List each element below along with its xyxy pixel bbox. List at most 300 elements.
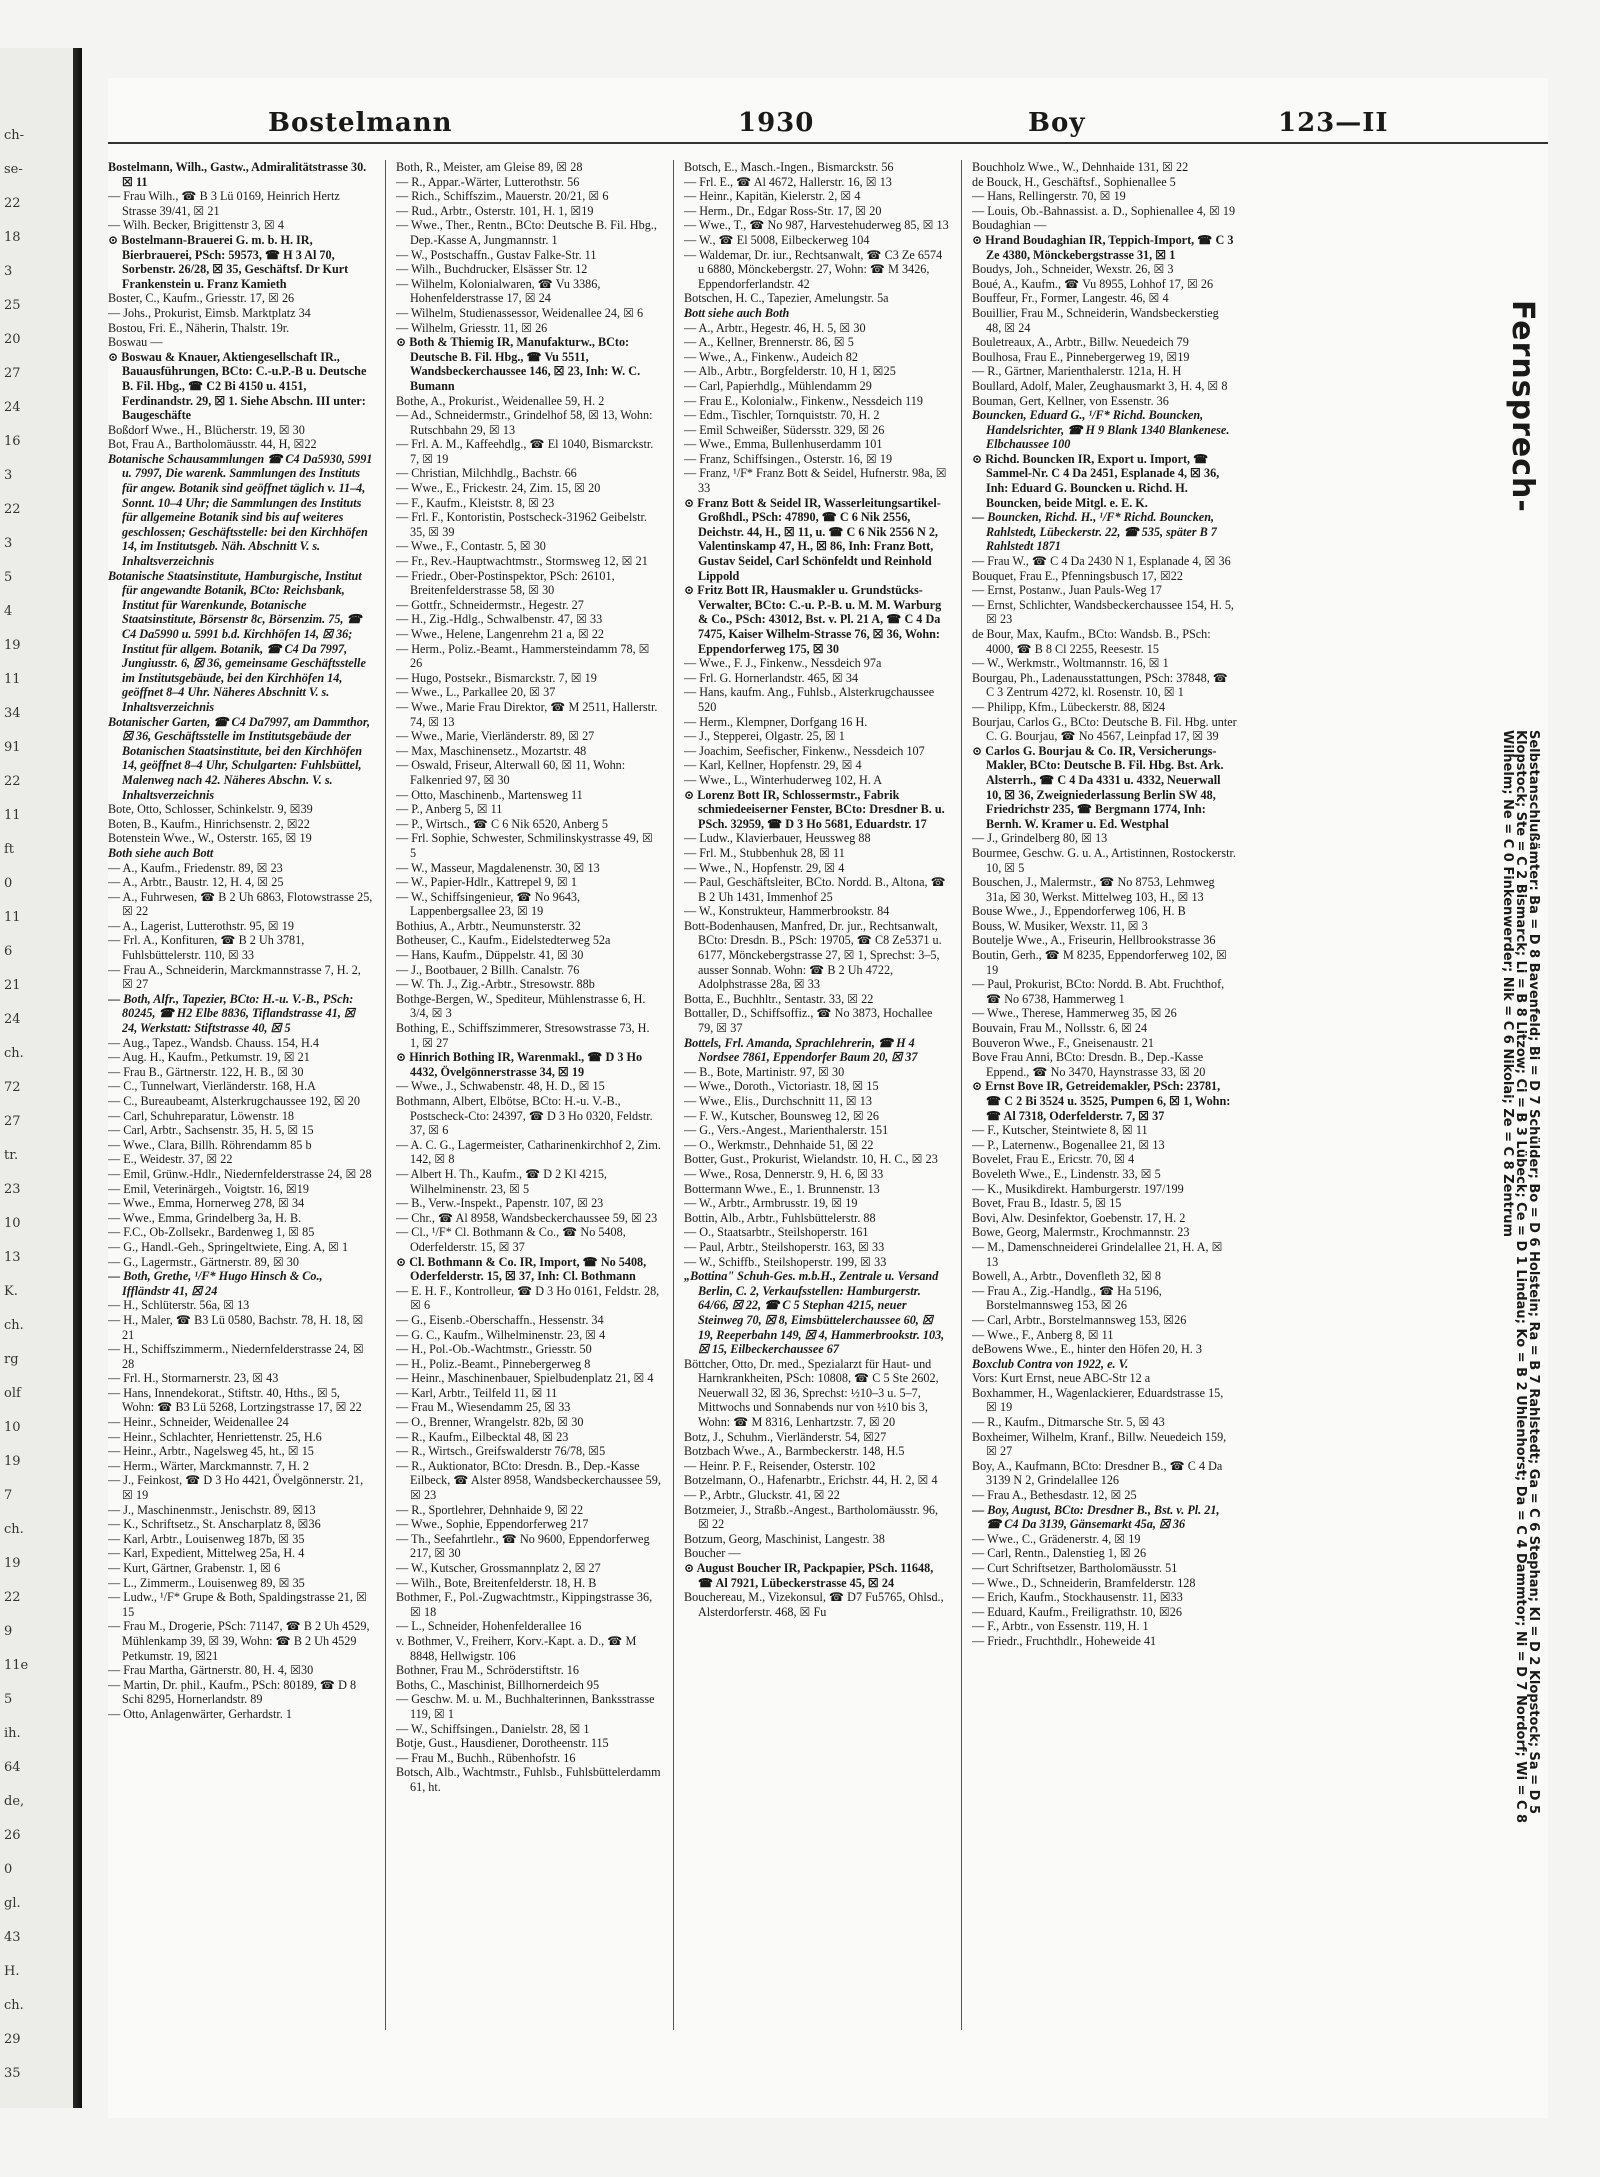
directory-entry: — W., Schiffsingen., Danielstr. 28, ☒ 1	[396, 1721, 590, 1736]
directory-entry: ⊙ Franz Bott & Seidel IR, Wasserleitungsartikel-Großhdl., PSch: 47890, ☎ C 6 Nik 2556, Deichstr. 44, H., ☒ 11, u. ☎ C 6 Nik 2556 N 2, Valentinskamp 47, H., ☒ 86, Inh: Franz Bott, Gustav Seidel, Carl Schönfeldt und Reinhold Lippold	[684, 495, 941, 583]
directory-entry: — A., Fuhrwesen, ☎ B 2 Uh 6863, Flotowstrasse 25, ☒ 22	[108, 889, 373, 919]
directory-entry: — Wwe., Emma, Bullenhuserdamm 101	[684, 437, 883, 452]
directory-entry: — Frl. F., Kontoristin, Postscheck-31962 Geibelstr. 35, ☒ 39	[396, 510, 647, 539]
directory-entry: — H., Schlüterstr. 56a, ☒ 13	[108, 1298, 250, 1313]
directory-entry: Bothge-Bergen, W., Spediteur, Mühlenstrasse 6, H. 3/4, ☒ 3	[396, 991, 646, 1021]
directory-entry: Botanische Staatsinstitute, Hamburgische, Institut für angewandte Botanik, BCto: Reichsbank, Institut für Warenkunde, Botanische Staatsinstitute, Börsenstr 8c, Börsenzim. 75, ☎ C4 Da5990 u. 5991 b.d. Kirchhöfen 14, ☒ 36; Institut für allgem. Botanik, ☎ C4 Da 7997, Jungiusstr. 6, ☒ 36, gemeinsame Geschäftsstelle im Institutsgebäude, bei den Kirchhöfen 14, geöffnet 8–4 Uhr. Näheres Abschnitt V. s. Inhaltsverzeichnis	[108, 568, 366, 714]
previous-page-fragment: 22	[4, 774, 21, 789]
directory-page	[108, 78, 1548, 2118]
previous-page-fragment: 9	[4, 1624, 13, 1639]
directory-entry: — Wwe., D., Schneiderin, Bramfelderstr. 128	[972, 1575, 1196, 1590]
directory-entry: Boxclub Contra von 1922, e. V.	[972, 1356, 1129, 1371]
directory-entry: Both siehe auch Bott	[108, 845, 214, 860]
directory-entry: — Wwe., Elis., Durchschnitt 11, ☒ 13	[684, 1094, 872, 1108]
previous-page-fragment: 7	[4, 1488, 13, 1503]
directory-entry: ⊙ Richd. Bouncken IR, Export u. Import, ☎ Sammel-Nr. C 4 Da 2451, Esplanade 4, ☒ 36, Inh: Eduard G. Bouncken u. Richd. H. Bouncken, beide Mitgl. e. E. K.	[972, 451, 1220, 510]
directory-entry: — Aug., Tapez., Wandsb. Chauss. 154, H.4	[108, 1035, 319, 1050]
previous-page-fragment: 21	[4, 978, 21, 993]
directory-entry: Bostelmann, Wilh., Gastw., Admiralitätstrasse 30. ☒ 11	[108, 160, 367, 189]
directory-entry: — Carl, Schuhreparatur, Löwenstr. 18	[108, 1108, 295, 1123]
directory-entry: ⊙ Fritz Bott IR, Hausmakler u. Grundstücks-Verwalter, BCto: C.-u. P.-B. u. M. M. Warburg & Co., PSch: 43012, Bst. v. Pl. 21 A, ☎ C 4 Da 7475, Kaiser Wilhelm-Strasse 76, ☒ 36, Wohn: Eppendorferweg 175, ☒ 30	[684, 583, 942, 656]
directory-entry: — Frl. H., Stormarnerstr. 23, ☒ 43	[108, 1371, 279, 1386]
directory-entry: Boucher —	[684, 1546, 741, 1561]
directory-entry: — Wwe., Therese, Hammerweg 35, ☒ 26	[972, 1006, 1177, 1021]
directory-entry: Bottels, Frl. Amanda, Sprachlehrerin, ☎ H 4 Nordsee 7861, Eppendorfer Baum 20, ☒ 37	[684, 1035, 918, 1065]
column-3	[684, 160, 949, 2030]
previous-page-fragment: 19	[4, 1454, 21, 1469]
directory-entry: — Frl. A. M., Kaffeehdlg., ☎ El 1040, Bismarckstr. 7, ☒ 19	[396, 437, 654, 466]
directory-entry: — Wwe., Clara, Billh. Röhrendamm 85 b	[108, 1137, 312, 1152]
column-2	[396, 160, 661, 2030]
directory-entry: — Karl, Arbtr., Louisenweg 187b, ☒ 35	[108, 1531, 305, 1546]
directory-entry: — L., Zimmerm., Louisenweg 89, ☒ 35	[108, 1575, 305, 1590]
directory-entry: — Wwe., E., Frickestr. 24, Zim. 15, ☒ 20	[396, 481, 601, 496]
previous-page-fragment: 35	[4, 2066, 21, 2081]
directory-entry: — P., Laternenw., Bogenallee 21, ☒ 13	[972, 1137, 1165, 1152]
directory-entry: — R., Gärtner, Marienthalerstr. 121a, H. H	[972, 364, 1182, 379]
previous-page-fragment: 91	[4, 740, 21, 755]
directory-entry: — Paul, Prokurist, BCto: Nordd. B. Abt. Fruchthof, ☎ No 6738, Hammerweg 1	[972, 977, 1225, 1006]
directory-entry: — Heinr., Maschinenbauer, Spielbudenplatz 21, ☒ 4	[396, 1371, 654, 1386]
previous-page-fragment: 10	[4, 1420, 21, 1435]
directory-entry: — Max, Maschinensetz., Mozartstr. 48	[396, 743, 587, 758]
directory-entry: Botzelmann, O., Hafenarbtr., Erichstr. 44, H. 2, ☒ 4	[684, 1473, 938, 1488]
directory-entry: Botje, Gust., Hausdiener, Dorotheenstr. 115	[396, 1736, 609, 1751]
directory-entry: — Wilhelm, Studienassessor, Weidenallee 24, ☒ 6	[396, 305, 644, 320]
directory-entry: ⊙ Lorenz Bott IR, Schlossermstr., Fabrik schmiedeeiserner Fenster, BCto: Dresdner B. u. PSch. 32959, ☎ D 3 Ho 5681, Eduardstr. 17	[684, 787, 945, 831]
directory-entry: — B., Verw.-Inspekt., Papenstr. 107, ☒ 23	[396, 1196, 604, 1211]
directory-entry: — Frau M., Drogerie, PSch: 71147, ☎ B 2 Uh 4529, Mühlenkamp 39, ☒ 39, Wohn: ☎ B 2 Uh 4529 Petkumstr. 19, ☒21	[108, 1619, 370, 1663]
previous-page-fragment: 26	[4, 1828, 21, 1843]
directory-entry: — Wwe., J., Schwabenstr. 48, H. D., ☒ 15	[396, 1079, 605, 1094]
directory-entry: — Wwe., T., ☎ No 987, Harvestehuderweg 85, ☒ 13	[684, 218, 949, 233]
legend-codes: Selbstanschlußämter: Ba = D 8 Bavenfeld; Bi = D 7 Schülder; Bo = D 6 Holstein; Ra = B 7 Rahlstedt; Ga = C 6 Stephan; Kl = D 2 Klopstock; Sa = D 5 Klopstock; Ste = C 2 Bismarck; Li = B 8 Litzow; Ci = B 3 Lübeck; Ce = D 1 Lindau; Ko = B 2 Uhlenhorst; Da = C 4 Dammtor; Ni = D 7 Nordorf; Wi = C 8 Wilhelm; Ne = C 0 Finkenwerder; Nik = C 6 Nikolai; Ze = C 8 Zentrum	[1500, 730, 1541, 1824]
directory-entry: — Frl. G. Hornerlandstr. 465, ☒ 34	[684, 670, 859, 685]
directory-entry: Böttcher, Otto, Dr. med., Spezialarzt für Haut- und Harnkrankheiten, PSch: 10808, ☎ C 5 Ste 2602, Neuerwall 32, ☒ 36, Sprechst: ½10–3 u. 5–7, Mittwochs und Sonnabends nur von ½10 bis 3, Wohn: ☎ M 8316, Lenhartzstr. 7, ☒ 20	[684, 1356, 939, 1430]
directory-entry: — Johs., Prokurist, Eimsb. Marktplatz 34	[108, 305, 311, 320]
directory-entry: — Frau A., Schneiderin, Marckmannstrasse 7, H. 2, ☒ 27	[108, 962, 361, 992]
previous-page-fragment: ih.	[4, 1726, 21, 1741]
previous-page-fragment: 3	[4, 536, 13, 551]
directory-entry: — Friedr., Fruchthdlr., Hoheweide 41	[972, 1633, 1157, 1648]
previous-page-fragment: 23	[4, 1182, 21, 1197]
directory-entry: — J., Bootbauer, 2 Billh. Canalstr. 76	[396, 962, 580, 977]
previous-page-fragment: 5	[4, 1692, 13, 1707]
directory-entry: — Louis, Ob.-Bahnassist. a. D., Sophienallee 4, ☒ 19	[972, 203, 1236, 218]
previous-page-fragment: K.	[4, 1284, 18, 1299]
page-number: 123—II	[1278, 108, 1389, 138]
directory-entry: — R., Appar.-Wärter, Lutterothstr. 56	[396, 174, 580, 189]
directory-entry: — W., Schiffb., Steilshoperstr. 199, ☒ 33	[684, 1254, 887, 1269]
directory-entry: — Heinr. P. F., Reisender, Osterstr. 102	[684, 1458, 876, 1473]
previous-page-fragment: 0	[4, 1862, 13, 1877]
previous-page-fragment: ft	[4, 842, 15, 857]
directory-entry: Botschen, H. C., Tapezier, Amelungstr. 5a	[684, 291, 889, 306]
previous-page-fragment: ch.	[4, 1998, 24, 2013]
directory-entry: — Frau Martha, Gärtnerstr. 80, H. 4, ☒30	[108, 1663, 314, 1678]
previous-page-fragment: 20	[4, 332, 21, 347]
directory-entry: — Wilhelm, Kolonialwaren, ☎ Vu 3386, Hohenfelderstrasse 17, ☒ 24	[396, 276, 601, 306]
directory-entry: — Herm., Dr., Edgar Ross-Str. 17, ☒ 20	[684, 203, 882, 218]
directory-entry: — H., Pol.-Ob.-Wachtmstr., Griesstr. 50	[396, 1342, 592, 1357]
running-head-year: 1930	[738, 108, 815, 138]
previous-page-fragment: 25	[4, 298, 21, 313]
directory-entry: Bothe, A., Prokurist., Weidenallee 59, H. 2	[396, 393, 605, 408]
directory-entry: „Bottina" Schuh-Ges. m.b.H., Zentrale u. Versand Berlin, C. 2, Verkaufsstellen: Hamburgerstr. 64/66, ☒ 22, ☎ C 5 Stephan 4215, neuer Steinweg 70, ☒ 8, Eimsbüttelerchaussee 60, ☒ 19, Reeperbahn 149, ☒ 4, Hammerbrookstr. 103, ☒ 15, Eilbeckerchaussee 67	[684, 1269, 945, 1357]
directory-entry: — Wilh., Buchdrucker, Elsässer Str. 12	[396, 262, 588, 277]
directory-entry: — Ernst, Schlichter, Wandsbeckerchaussee 154, H. 5, ☒ 23	[972, 597, 1234, 627]
directory-entry: Bostou, Fri. E., Näherin, Thalstr. 19r.	[108, 320, 290, 335]
directory-entry: — Martin, Dr. phil., Kaufm., PSch: 80189, ☎ D 8 Schi 8295, Hornerlandstr. 89	[108, 1677, 357, 1707]
directory-entry: Boy, A., Kaufmann, BCto: Dresdner B., ☎ C 4 Da 3139 N 2, Grindelallee 126	[972, 1458, 1223, 1488]
directory-entry: Bothius, A., Arbtr., Neumunsterstr. 32	[396, 918, 581, 933]
directory-entry: — Ludw., ¹/F* Grupe & Both, Spaldingstrasse 21, ☒ 15	[108, 1590, 367, 1619]
directory-entry: — W., Papier-Hdlr., Kattrepel 9, ☒ 1	[396, 875, 577, 890]
header-rule	[108, 142, 1548, 144]
directory-entry: — A., Arbtr., Baustr. 12, H. 4, ☒ 25	[108, 875, 284, 890]
directory-entry: — W., Kutscher, Grossmannplatz 2, ☒ 27	[396, 1561, 601, 1575]
directory-entry: — W. Th. J., Zig.-Arbtr., Stresowstr. 88b	[396, 977, 595, 992]
directory-entry: Bouschen, J., Malermstr., ☎ No 8753, Lehmweg 31a, ☒ 30, Werkst. Mittelweg 103, H., ☒ 13	[972, 875, 1215, 904]
directory-entry: — F. W., Kutscher, Bounsweg 12, ☒ 26	[684, 1108, 879, 1123]
telephone-exchange-legend	[1500, 300, 1540, 1850]
directory-entry: — J., Grindelberg 80, ☒ 13	[972, 831, 1108, 846]
directory-entry: — Paul, Geschäftsleiter, BCto. Nordd. B., Altona, ☎ B 2 Uh 1431, Immenhof 25	[684, 875, 946, 904]
directory-entry: — Wilh. Becker, Brigittenstr 3, ☒ 4	[108, 218, 284, 233]
previous-page-fragment: 11	[4, 808, 21, 823]
previous-page-fragment: 29	[4, 2032, 21, 2047]
previous-page-fragment: H.	[4, 1964, 20, 1979]
directory-entry: — A., Arbtr., Hegestr. 46, H. 5, ☒ 30	[684, 320, 866, 335]
directory-entry: — A., Kaufm., Friedenstr. 89, ☒ 23	[108, 860, 283, 875]
directory-entry: — A., Lagerist, Lutterothstr. 95, ☒ 19	[108, 918, 294, 933]
directory-entry: — Frl. M., Stubbenhuk 28, ☒ 11	[684, 845, 845, 860]
directory-entry: — R., Kaufm., Eilbecktal 48, ☒ 23	[396, 1429, 569, 1444]
directory-entry: — O., Brenner, Wrangelstr. 82b, ☒ 30	[396, 1415, 584, 1430]
directory-entry: — Frau E., Kolonialw., Finkenw., Nessdeich 119	[684, 393, 923, 408]
directory-entry: — Frl. E., ☎ Al 4672, Hallerstr. 16, ☒ 13	[684, 174, 892, 189]
directory-entry: Boster, C., Kaufm., Griesstr. 17, ☒ 26	[108, 291, 295, 306]
legend-title: Fernsprech-	[1505, 300, 1540, 513]
directory-entry: — Rich., Schiffszim., Mauerstr. 20/21, ☒ 6	[396, 189, 609, 204]
directory-entry: — W., Werkmstr., Woltmannstr. 16, ☒ 1	[972, 656, 1169, 671]
directory-entry: — G. C., Kaufm., Wilhelminenstr. 23, ☒ 4	[396, 1327, 606, 1342]
directory-entry: — Both, Alfr., Tapezier, BCto: H.-u. V.-B., PSch: 80245, ☎ H2 Elbe 8836, Tiflandstrasse 41, ☒ 24, Werkstatt: Stiftstrasse 40, ☒ 5	[108, 991, 355, 1036]
directory-entry: — R., Sportlehrer, Dehnhaide 9, ☒ 22	[396, 1502, 584, 1517]
directory-entry: — Frau M., Wiesendamm 25, ☒ 33	[396, 1400, 571, 1415]
directory-entry: — Emil, Grünw.-Hdlr., Niedernfelderstrasse 24, ☒ 28	[108, 1166, 372, 1181]
previous-page-fragment: 16	[4, 434, 21, 449]
directory-entry: Botzbach Wwe., A., Barmbeckerstr. 148, H.5	[684, 1444, 905, 1459]
directory-entry: Bouncken, Eduard G., ¹/F* Richd. Bouncken, Handelsrichter, ☎ H 9 Blank 1340 Blankenese. Elbchaussee 100	[972, 408, 1230, 452]
previous-page-fragment: se-	[4, 162, 23, 177]
directory-entry: — Edm., Tischler, Tornquiststr. 70, H. 2	[684, 408, 880, 423]
directory-entry: — Erich, Kaufm., Stockhausenstr. 11, ☒33	[972, 1590, 1183, 1605]
directory-entry: Boullard, Adolf, Maler, Zeughausmarkt 3, H. 4, ☒ 8	[972, 378, 1228, 393]
directory-entry: — Friedr., Ober-Postinspektor, PSch: 26101, Breitenfelderstrasse 58, ☒ 30	[396, 568, 615, 598]
directory-entry: — Wwe., Helene, Langenrehm 21 a, ☒ 22	[396, 627, 605, 641]
directory-entry: — Th., Seefahrtlehr., ☎ No 9600, Eppendorferweg 217, ☒ 30	[396, 1531, 650, 1561]
directory-entry: Boutelje Wwe., A., Friseurin, Hellbrookstrasse 36	[972, 933, 1216, 948]
directory-entry: — Bouncken, Richd. H., ¹/F* Richd. Bouncken, Rahlstedt, Lübeckerstr. 22, ☎ 535, später B 7 Rahlstedt 1871	[972, 510, 1217, 554]
directory-entry: — Wwe., Ther., Rentn., BCto: Deutsche B. Fil. Hbg., Dep.-Kasse A, Jungmannstr. 1	[396, 218, 657, 247]
directory-entry: de Bour, Max, Kaufm., BCto: Wandsb. B., PSch: 4000, ☎ B 8 Cl 2255, Reesestr. 15	[972, 627, 1211, 656]
directory-entry: — W., Arbtr., Armbrusstr. 19, ☒ 19	[684, 1196, 858, 1211]
directory-entry: — Ad., Schneidermstr., Grindelhof 58, ☒ 13, Wohn: Rutschbahn 29, ☒ 13	[396, 408, 653, 437]
previous-page-fragment: 11	[4, 910, 21, 925]
directory-entry: — Wwe., F., Anberg 8, ☒ 11	[972, 1327, 1114, 1342]
directory-entry: — Frau M., Buchh., Rübenhofstr. 16	[396, 1750, 576, 1765]
directory-entry: — W., Schiffsingenieur, ☎ No 9643, Lappenbergsallee 23, ☒ 19	[396, 889, 581, 919]
directory-entry: Boxheimer, Wilhelm, Kranf., Billw. Neuedeich 159, ☒ 27	[972, 1429, 1227, 1459]
directory-entry: — Boy, August, BCto: Dresdner B., Bst. v. Pl. 21, ☎ C4 Da 3139, Gänsemarkt 45a, ☒ 36	[972, 1502, 1220, 1532]
directory-entry: — Heinr., Arbtr., Nagelsweg 45, ht., ☒ 15	[108, 1444, 314, 1459]
directory-entry: — F., Arbtr., von Essenstr. 119, H. 1	[972, 1619, 1149, 1634]
directory-entry: — O., Werkmstr., Dehnhaide 51, ☒ 22	[684, 1137, 874, 1152]
directory-entry: Bote, Otto, Schlosser, Schinkelstr. 9, ☒39	[108, 802, 313, 817]
directory-entry: — Philipp, Kfm., Lübeckerstr. 88, ☒24	[972, 699, 1166, 714]
book-gutter	[73, 48, 82, 2108]
directory-entry: Botheuser, C., Kaufm., Eidelstedterweg 52a	[396, 933, 611, 948]
directory-entry: — E., Weidestr. 37, ☒ 22	[108, 1152, 233, 1167]
directory-entry: Boten, B., Kaufm., Hinrichsenstr. 2, ☒22	[108, 816, 310, 831]
directory-entry: ⊙ Both & Thiemig IR, Manufakturw., BCto: Deutsche B. Fil. Hbg., ☎ Vu 5511, Wandsbeckerchaussee 146, ☒ 23, Inh: W. C. Bumann	[396, 335, 641, 393]
directory-entry: — Heinr., Kapitän, Kielerstr. 2, ☒ 4	[684, 189, 861, 204]
directory-entry: — E. H. F., Kontrolleur, ☎ D 3 Ho 0161, Feldstr. 28, ☒ 6	[396, 1283, 660, 1313]
directory-entry: — O., Staatsarbtr., Steilshoperstr. 161	[684, 1225, 869, 1240]
directory-entry: — Emil Schweißer, Südersstr. 329, ☒ 26	[684, 422, 885, 437]
directory-entry: Boveleth Wwe., E., Lindenstr. 33, ☒ 5	[972, 1166, 1161, 1181]
directory-entry: — Christian, Milchhdlg., Bachstr. 66	[396, 466, 577, 481]
directory-entry: — Carl, Rentn., Dalenstieg 1, ☒ 26	[972, 1546, 1147, 1561]
directory-entry: — Wwe., Doroth., Victoriastr. 18, ☒ 15	[684, 1079, 879, 1094]
directory-entry: — Frau W., ☎ C 4 Da 2430 N 1, Esplanade 4, ☒ 36	[972, 554, 1231, 569]
previous-page-fragment: 19	[4, 1556, 21, 1571]
directory-entry: Bowe, Georg, Malermstr., Krochmannstr. 23	[972, 1225, 1190, 1240]
directory-entry: — Wwe., C., Grädenerstr. 4, ☒ 19	[972, 1531, 1141, 1546]
previous-page-fragment: 18	[4, 230, 21, 245]
directory-entry: — H., Maler, ☎ B3 Lü 0580, Bachstr. 78, H. 18, ☒ 21	[108, 1312, 364, 1342]
directory-entry: — Hans, kaufm. Ang., Fuhlsb., Alsterkrugchaussee 520	[684, 685, 935, 714]
directory-entry: Boué, A., Kaufm., ☎ Vu 8955, Lohhof 17, ☒ 26	[972, 276, 1214, 291]
directory-entry: — G., Handl.-Geh., Springeltwiete, Eing. A, ☒ 1	[108, 1239, 349, 1254]
directory-entry: — Herm., Klempner, Dorfgang 16 H.	[684, 714, 868, 729]
directory-entry: Bothing, E., Schiffszimmerer, Stresowstrasse 73, H. 1, ☒ 27	[396, 1021, 650, 1050]
directory-entry: — Ludw., Klavierbauer, Heussweg 88	[684, 831, 871, 846]
directory-entry: — W., Konstrukteur, Hammerbrookstr. 84	[684, 904, 890, 919]
directory-entry: ⊙ Carlos G. Bourjau & Co. IR, Versicherungs-Makler, BCto: Deutsche B. Fil. Hbg. Bst. Ark. Alsterrh., ☎ C 4 Da 4331 u. 4332, Neuerwall 10, ☒ 36, Zweigniederlassung Berlin SW 48, Friedrichstr 235, ☎ Bergmann 1774, Inh: Bernh. W. Kramer u. Ed. Westphal	[972, 743, 1224, 831]
directory-entry: — Frl. Sophie, Schwester, Schmilinskystrasse 49, ☒ 5	[396, 831, 653, 860]
directory-entry: — K., Musikdirekt. Hamburgerstr. 197/199	[972, 1181, 1184, 1196]
directory-entry: — Albert H. Th., Kaufm., ☎ D 2 Kl 4215, Wilhelminenstr. 23, ☒ 5	[396, 1166, 607, 1196]
directory-entry: — H., Poliz.-Beamt., Pinnebergerweg 8	[396, 1356, 591, 1371]
directory-entry: — F.C., Ob-Zollsekr., Bardenweg 1, ☒ 85	[108, 1225, 315, 1240]
directory-entry: Bovelet, Frau E., Ericstr. 70, ☒ 4	[972, 1152, 1135, 1167]
directory-entry: — Wwe., Marie Frau Direktor, ☎ M 2511, Hallerstr. 74, ☒ 13	[396, 699, 658, 729]
previous-page-fragment: 19	[4, 638, 21, 653]
previous-page-fragment: 3	[4, 468, 13, 483]
directory-entry: — Hans, Innendekorat., Stiftstr. 40, Hths., ☒ 5, Wohn: ☎ B3 Lü 5268, Lortzingstrasse 17, ☒ 22	[108, 1385, 362, 1415]
previous-page-edge	[0, 48, 82, 2108]
directory-entry: — Hans, Kaufm., Düppelstr. 41, ☒ 30	[396, 948, 584, 963]
directory-entry: — Chr., ☎ Al 8958, Wandsbeckerchaussee 59, ☒ 23	[396, 1210, 658, 1225]
directory-entry: — Hans, Rellingerstr. 70, ☒ 19	[972, 189, 1126, 204]
previous-page-fragment: 3	[4, 264, 13, 279]
directory-entry: Botter, Gust., Prokurist, Wielandstr. 10, H. C., ☒ 23	[684, 1152, 938, 1167]
directory-entry: ⊙ Cl. Bothmann & Co. IR, Import, ☎ No 5408, Oderfelderstr. 15, ☒ 37, Inh: Cl. Bothmann	[396, 1254, 647, 1284]
directory-entry: — Fr., Rev.-Hauptwachtmstr., Stormsweg 12, ☒ 21	[396, 554, 648, 569]
directory-entry: — Ernst, Postanw., Juan Pauls-Weg 17	[972, 583, 1162, 598]
directory-entry: — Oswald, Friseur, Alterwall 60, ☒ 11, Wohn: Falkenried 97, ☒ 30	[396, 758, 626, 787]
directory-entry: Bouvain, Frau M., Nollsstr. 6, ☒ 24	[972, 1021, 1148, 1036]
directory-entry: Bouffeur, Fr., Former, Langestr. 46, ☒ 4	[972, 291, 1169, 306]
directory-entry: Bot, Frau A., Bartholomäusstr. 44, H, ☒22	[108, 437, 317, 452]
directory-entry: — Wwe., F., Contastr. 5, ☒ 30	[396, 539, 546, 554]
directory-entry: Bothmer, F., Pol.-Zugwachtmstr., Kippingstrasse 36, ☒ 18	[396, 1590, 653, 1619]
directory-entry: Bottermann Wwe., E., 1. Brunnenstr. 13	[684, 1181, 880, 1196]
directory-entry: — R., Wirtsch., Greifswalderstr 76/78, ☒5	[396, 1444, 606, 1459]
directory-entry: — Frau A., Bethesdastr. 12, ☒ 25	[972, 1488, 1137, 1503]
directory-entry: — Waldemar, Dr. iur., Rechtsanwalt, ☎ C3 Ze 6574 u 6880, Mönckebergstr. 27, Wohn: ☎ M 3426, Eppendorferlandstr. 42	[684, 247, 943, 291]
previous-page-fragment: 13	[4, 1250, 21, 1265]
directory-entry: — Herm., Poliz.-Beamt., Hammersteindamm 78, ☒ 26	[396, 641, 650, 671]
column-rule	[673, 160, 674, 2030]
directory-entry: Boths, C., Maschinist, Billhornerdeich 95	[396, 1677, 600, 1692]
previous-page-fragment: 27	[4, 1114, 21, 1129]
directory-entry: de Bouck, H., Geschäftsf., Sophienallee 5	[972, 174, 1176, 189]
previous-page-fragment: 22	[4, 1590, 21, 1605]
previous-page-fragment: 34	[4, 706, 21, 721]
running-head-right: Boy	[1028, 108, 1086, 138]
directory-entry: — R., Auktionator, BCto: Dresdn. B., Dep.-Kasse Eilbeck, ☎ Alster 8958, Wandsbeckerchaussee 59, ☒ 23	[396, 1458, 661, 1503]
column-rule	[961, 160, 962, 2030]
directory-entry: — H., Zig.-Hdlg., Schwalbenstr. 47, ☒ 33	[396, 612, 603, 627]
directory-entry: — Frl. A., Konfituren, ☎ B 2 Uh 3781, Fuhlsbüttelerstr. 110, ☒ 33	[108, 933, 305, 963]
column-4	[972, 160, 1237, 2030]
directory-entry: — Wwe., Sophie, Eppendorferweg 217	[396, 1517, 589, 1532]
directory-entry: — Wwe., Emma, Hornerweg 278, ☒ 34	[108, 1196, 305, 1211]
directory-entry: — Wwe., Rosa, Dennerstr. 9, H. 6, ☒ 33	[684, 1166, 884, 1181]
directory-entry: Bouveron Wwe., F., Gneisenaustr. 21	[972, 1035, 1154, 1050]
previous-page-fragment: gl.	[4, 1896, 21, 1911]
directory-entry: Botsch, Alb., Wachtmstr., Fuhlsb., Fuhlsbüttelerdamm 61, ht.	[396, 1765, 661, 1794]
directory-entry: Botzmeier, J., Straßb.-Angest., Bartholomäusstr. 96, ☒ 22	[684, 1502, 939, 1532]
directory-entry: — Wwe., Emma, Grindelberg 3a, H. B.	[108, 1210, 302, 1225]
previous-page-fragment: 11e	[4, 1658, 29, 1673]
directory-entry: Bothner, Frau M., Schröderstiftstr. 16	[396, 1663, 579, 1678]
directory-entry: — Karl, Kellner, Hopfenstr. 29, ☒ 4	[684, 758, 862, 773]
directory-entry: — Kurt, Gärtner, Grabenstr. 1, ☒ 6	[108, 1561, 281, 1575]
directory-entry: Both, R., Meister, am Gleise 89, ☒ 28	[396, 160, 583, 174]
previous-page-fragment: 24	[4, 400, 21, 415]
directory-entry: — Heinr., Schlachter, Henriettenstr. 25, H.6	[108, 1429, 322, 1444]
column-rule	[385, 160, 386, 2030]
directory-entry: — M., Damenschneiderei Grindelallee 21, H. A, ☒ 13	[972, 1239, 1223, 1269]
previous-page-fragment: 0	[4, 876, 13, 891]
previous-page-fragment: tr.	[4, 1148, 19, 1163]
previous-page-fragment: de,	[4, 1794, 25, 1809]
directory-entry: Vors: Kurt Ernst, neue ABC-Str 12 a	[972, 1371, 1151, 1386]
directory-entry: — Cl., ¹/F* Cl. Bothmann & Co., ☎ No 5408, Oderfelderstr. 15, ☒ 37	[396, 1225, 626, 1254]
directory-entry: — W., Postschaffn., Gustav Falke-Str. 11	[396, 247, 597, 262]
directory-entry: Bourmee, Geschw. G. u. A., Artistinnen, Rostockerstr. 10, ☒ 5	[972, 845, 1236, 875]
directory-entry: — Frau Wilh., ☎ B 3 Lü 0169, Heinrich Hertz Strasse 39/41, ☒ 21	[108, 189, 340, 218]
directory-entry: — Paul, Arbtr., Steilshoperstr. 163, ☒ 33	[684, 1239, 885, 1254]
previous-page-fragment: 10	[4, 1216, 21, 1231]
directory-entry: Bothmann, Albert, Elbötse, BCto: H.-u. V.-B., Postscheck-Cto: 24397, ☎ D 3 Ho 0320, Feldstr. 37, ☒ 6	[396, 1094, 653, 1138]
directory-entry: — Wwe., L., Winterhuderweg 102, H. A	[684, 772, 883, 787]
directory-entry: Boswau —	[108, 335, 163, 350]
directory-entry: ⊙ August Boucher IR, Packpapier, PSch. 11648, ☎ Al 7921, Lübeckerstrasse 45, ☒ 24	[684, 1561, 934, 1590]
directory-entry: — G., Lagermstr., Gärtnerstr. 89, ☒ 30	[108, 1254, 299, 1269]
directory-entry: v. Bothmer, V., Freiherr, Korv.-Kapt. a. D., ☎ M 8848, Hellwigstr. 106	[396, 1633, 637, 1663]
previous-page-fragment: ch.	[4, 1522, 24, 1537]
directory-entry: Bott-Bodenhausen, Manfred, Dr. jur., Rechtsanwalt, BCto: Dresdn. B., PSch: 19705, ☎ C8 Ze5371 u. 6177, Mönckebergstrasse 27, ☒ 1, Sprechst: 3–5, ausser Sonnab. Wohn: ☎ B 2 Uh 4722, Adolphstrasse 28a, ☒ 33	[684, 918, 942, 992]
directory-entry: — P., Anberg 5, ☒ 11	[396, 802, 503, 817]
previous-page-fragment: ch.	[4, 1318, 24, 1333]
directory-entry: Botsch, E., Masch.-Ingen., Bismarckstr. 56	[684, 160, 894, 174]
directory-entry: — J., Stepperei, Olgastr. 25, ☒ 1	[684, 729, 845, 744]
directory-entry: — Wilh., Bote, Breitenfelderstr. 18, H. B	[396, 1575, 597, 1590]
directory-entry: — Wwe., L., Parkallee 20, ☒ 37	[396, 685, 556, 700]
directory-entry: Botta, E., Buchhltr., Sentastr. 33, ☒ 22	[684, 991, 874, 1006]
directory-entry: — C., Tunnelwart, Vierländerstr. 168, H.A	[108, 1079, 316, 1094]
previous-page-fragment: ch-	[4, 128, 25, 143]
directory-entry: — B., Bote, Martinistr. 97, ☒ 30	[684, 1064, 845, 1079]
directory-entry: — W., ☎ El 5008, Eilbeckerweg 104	[684, 232, 870, 247]
directory-entry: — Wwe., N., Hopfenstr. 29, ☒ 4	[684, 860, 845, 875]
directory-entry: — Carl, Arbtr., Sachsenstr. 35, H. 5, ☒ 15	[108, 1123, 314, 1138]
directory-entry: Boulhosa, Frau E., Pinnebergerweg 19, ☒19	[972, 349, 1190, 364]
directory-entry: — Rud., Arbtr., Osterstr. 101, H. 1, ☒19	[396, 203, 594, 218]
directory-entry: — J., Maschinenmstr., Jenischstr. 89, ☒13	[108, 1502, 316, 1517]
directory-entry: Bourjau, Carlos G., BCto: Deutsche B. Fil. Hbg. unter C. G. Bourjau, ☎ No 4567, Leinpfad 17, ☒ 39	[972, 714, 1237, 744]
directory-entry: Bouse Wwe., J., Eppendorferweg 106, H. B	[972, 904, 1186, 919]
directory-entry: Bouss, W. Musiker, Wexstr. 11, ☒ 3	[972, 918, 1148, 933]
directory-entry: — Gottfr., Schneidermstr., Hegestr. 27	[396, 597, 584, 612]
directory-entry: Bouchereau, M., Vizekonsul, ☎ D7 Fu5765, Ohlsd., Alsterdorferstr. 468, ☒ Fu	[684, 1590, 944, 1619]
directory-entry: Bowell, A., Arbtr., Dovenfleth 32, ☒ 8	[972, 1269, 1161, 1284]
directory-entry: Bottaller, D., Schiffsoffiz., ☎ No 3873, Hochallee 79, ☒ 37	[684, 1006, 933, 1036]
directory-entry: — F., Kutscher, Steintwiete 8, ☒ 11	[972, 1123, 1148, 1138]
directory-entry: Boudys, Joh., Schneider, Wexstr. 26, ☒ 3	[972, 262, 1174, 277]
directory-entry: Boutin, Gerh., ☎ M 8235, Eppendorferweg 102, ☒ 19	[972, 948, 1227, 977]
directory-entry: Bouman, Gert, Kellner, von Essenstr. 36	[972, 393, 1169, 408]
directory-entry: — G., Eisenb.-Oberschaffn., Hessenstr. 34	[396, 1312, 604, 1327]
directory-entry: — Frau B., Gärtnerstr. 122, H. B., ☒ 30	[108, 1064, 304, 1079]
previous-page-fragment: 22	[4, 502, 21, 517]
directory-entry: — P., Wirtsch., ☎ C 6 Nik 6520, Anberg 5	[396, 816, 608, 831]
directory-entry: — Otto, Maschinenb., Martensweg 11	[396, 787, 583, 802]
directory-entry: Bouillier, Frau M., Schneiderin, Wandsbeckerstieg 48, ☒ 24	[972, 305, 1219, 335]
directory-entry: Bouquet, Frau E., Pfenningsbusch 17, ☒22	[972, 568, 1183, 583]
directory-entry: Bouchholz Wwe., W., Dehnhaide 131, ☒ 22	[972, 160, 1189, 174]
previous-page-fragment: olf	[4, 1386, 21, 1401]
directory-entry: Botz, J., Schuhm., Vierländerstr. 54, ☒27	[684, 1429, 887, 1444]
directory-entry: — Carl, Papierhdlg., Mühlendamm 29	[684, 378, 872, 393]
directory-entry: Boßdorf Wwe., H., Blücherstr. 19, ☒ 30	[108, 422, 305, 437]
directory-entry: Bottin, Alb., Arbtr., Fuhlsbüttelerstr. 88	[684, 1210, 876, 1225]
previous-page-fragment: 24	[4, 1012, 21, 1027]
directory-entry: — Frau A., Zig.-Handlg., ☎ Ha 5196, Borstelmannsweg 153, ☒ 26	[972, 1283, 1162, 1313]
directory-entry: — Aug. H., Kaufm., Petkumstr. 19, ☒ 21	[108, 1050, 310, 1065]
previous-page-fragment: 72	[4, 1080, 21, 1095]
directory-entry: — G., Vers.-Angest., Marienthalerstr. 151	[684, 1123, 889, 1138]
directory-entry: Botanischer Garten, ☎ C4 Da7997, am Dammthor, ☒ 36, Geschäftsstelle im Institutsgebäude der Botanischen Staatsinstitute, bei den Kirchhöfen 14, geöffnet 8–4 Uhr, Schulgarten: Fuhlsbüttel, Malenweg nach 42. Näheres Abschn. V. s. Inhaltsverzeichnis	[108, 714, 371, 802]
directory-entry: — Wwe., Marie, Vierländerstr. 89, ☒ 27	[396, 729, 595, 744]
directory-entry: — Wilhelm, Griesstr. 11, ☒ 26	[396, 320, 548, 335]
previous-page-fragment: rg	[4, 1352, 19, 1367]
